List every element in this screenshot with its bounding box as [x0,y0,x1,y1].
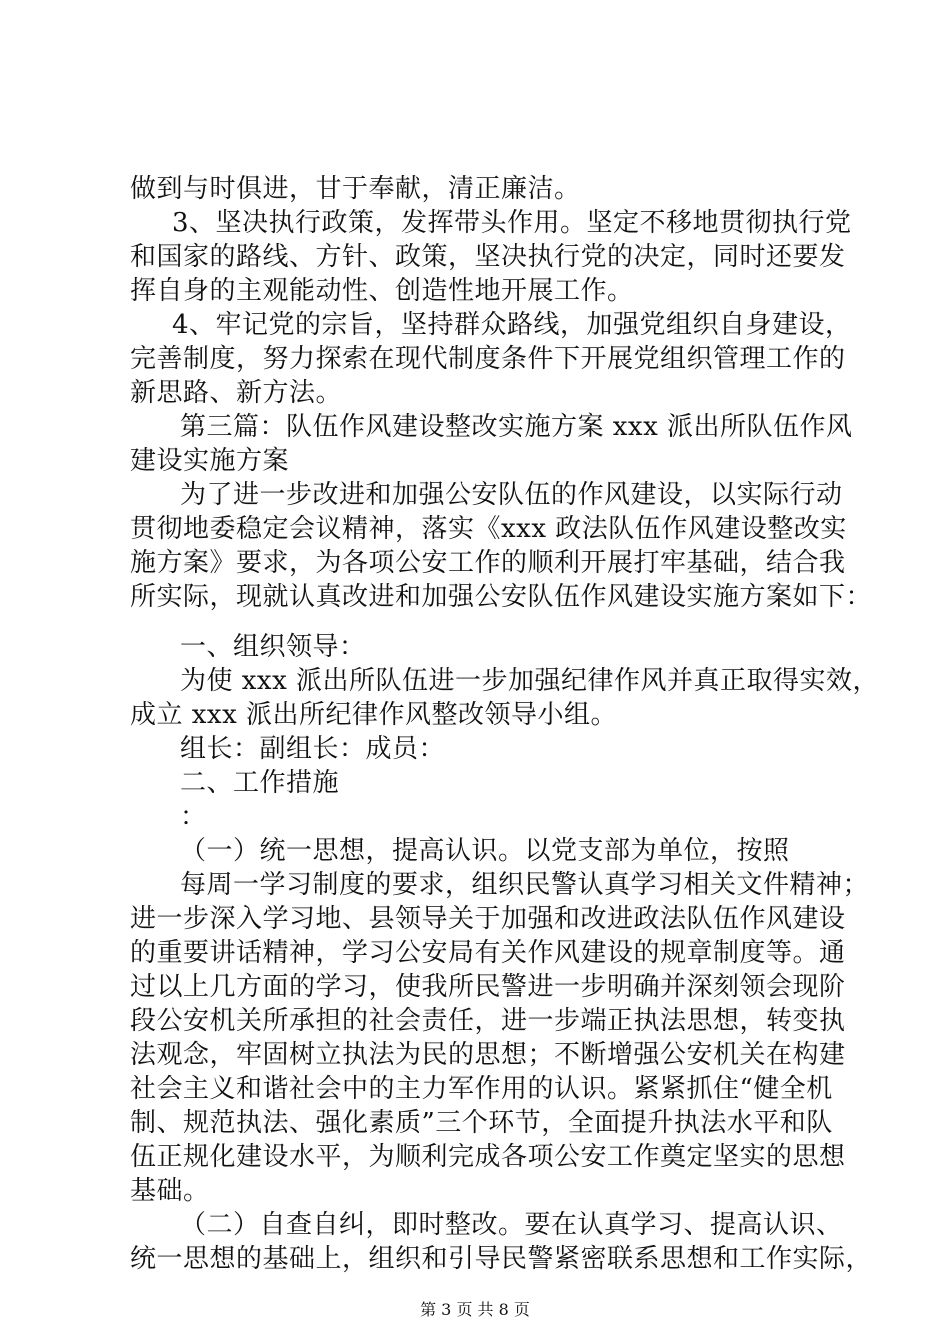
text-line: 段公安机关所承担的社会责任，进一步端正执法思想，转变执 [130,1006,846,1036]
text-line: 社会主义和谐社会中的主力军作用的认识。紧紧抓住“健全机 [130,1074,833,1104]
text-line: 完善制度，努力探索在现代制度条件下开展党组织管理工作的 [130,344,846,374]
subsection-heading: 一、组织领导： [180,632,366,662]
text-line: ： [180,802,207,832]
text-line: 法观念，牢固树立执法为民的思想；不断增强公安机关在构建 [130,1040,846,1070]
text-line: 每周一学习制度的要求，组织民警认真学习相关文件精神； [180,870,870,900]
section-heading: 建设实施方案 [130,446,290,476]
text-line: （一）统一思想，提高认识。以党支部为单位，按照 [180,836,790,866]
text-line: 进一步深入学习地、县领导关于加强和改进政法队伍作风建设 [130,904,846,934]
text-line: 4、牢记党的宗旨，坚持群众路线，加强党组织自身建设， [172,310,852,340]
text-line: 所实际，现就认真改进和加强公安队伍作风建设实施方案如下： [130,582,873,612]
text-line: 基础。 [130,1176,210,1206]
text-line: 统一思想的基础上，组织和引导民警紧密联系思想和工作实际， [130,1244,873,1274]
page-number-footer: 第 3 页 共 8 页 [420,1300,530,1319]
text-line: （二）自查自纠，即时整改。要在认真学习、提高认识、 [180,1210,843,1240]
text-line: 成立 xxx 派出所纪律作风整改领导小组。 [130,700,618,730]
text-line: 做到与时俱进，甘于奉献，清正廉洁。 [130,174,581,204]
subsection-heading: 二、工作措施 [180,768,340,798]
section-heading: 第三篇：队伍作风建设整改实施方案 xxx 派出所队伍作风 [180,412,853,442]
text-line: 的重要讲话精神，学习公安局有关作风建设的规章制度等。通 [130,938,846,968]
text-line: 3、坚决执行政策，发挥带头作用。坚定不移地贯彻执行党 [172,208,852,238]
text-line: 为了进一步改进和加强公安队伍的作风建设，以实际行动 [180,480,843,510]
text-line: 新思路、新方法。 [130,378,343,408]
text-line: 伍正规化建设水平，为顺利完成各项公安工作奠定坚实的思想 [130,1142,846,1172]
text-line: 和国家的路线、方针、政策，坚决执行党的决定，同时还要发 [130,242,846,272]
text-line: 过以上几方面的学习，使我所民警进一步明确并深刻领会现阶 [130,972,846,1002]
text-line: 组长：副组长：成员： [180,734,446,764]
text-line: 贯彻地委稳定会议精神，落实《xxx 政法队伍作风建设整改实 [130,514,847,544]
text-line: 为使 xxx 派出所队伍进一步加强纪律作风并真正取得实效， [180,666,880,696]
text-line: 制、规范执法、强化素质”三个环节，全面提升执法水平和队 [130,1108,833,1138]
text-line: 施方案》要求，为各项公安工作的顺利开展打牢基础，结合我 [130,548,846,578]
text-line: 挥自身的主观能动性、创造性地开展工作。 [130,276,634,306]
